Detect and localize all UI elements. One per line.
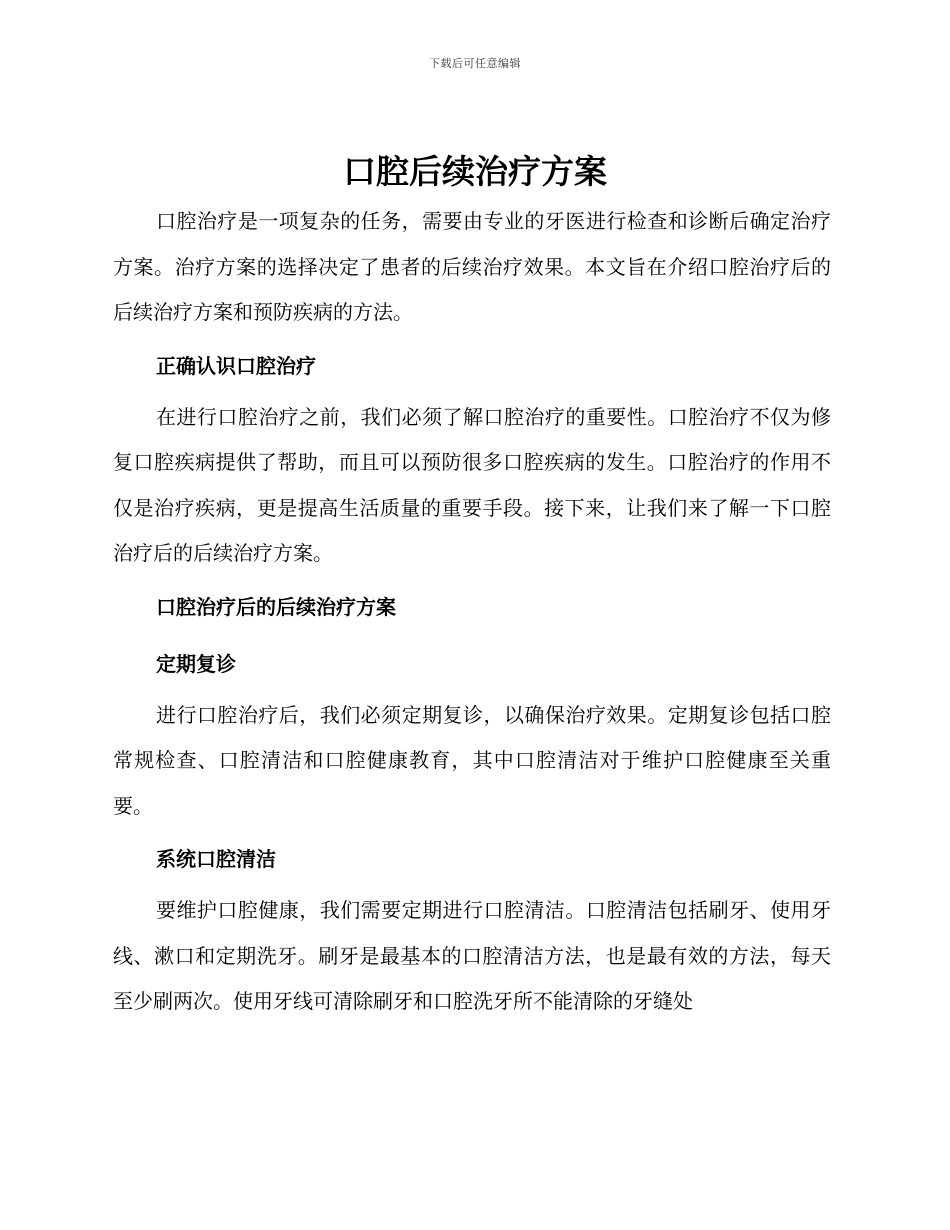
section-heading-understanding: 正确认识口腔治疗 [156,353,316,378]
section-heading-followup-plan: 口腔治疗后的后续治疗方案 [156,594,396,619]
document-body [113,199,831,1025]
header-note: 下载后可任意编辑 [429,57,521,70]
subsection-heading-regular-checkup: 定期复诊 [156,651,236,676]
intro-paragraph: 口腔治疗是一项复杂的任务，需要由专业的牙医进行检查和诊断后确定治疗方案。治疗方案的选择决定了患者的后续治疗效果。本文旨在介绍口腔治疗后的后续治疗方案和预防疾病的方法。 [113,209,831,324]
paragraph-regular-checkup: 进行口腔治疗后，我们必须定期复诊，以确保治疗效果。定期复诊包括口腔常规检查、口腔清洁和口腔健康教育，其中口腔清洁对于维护口腔健康至关重要。 [113,702,831,818]
document-title: 口腔后续治疗方案 [343,152,607,191]
subsection-heading-oral-cleaning: 系统口腔清洁 [156,847,276,871]
paragraph-oral-cleaning: 要维护口腔健康，我们需要定期进行口腔清洁。口腔清洁包括刷牙、使用牙线、漱口和定期洗牙。刷牙是最基本的口腔清洁方法，也是最有效的方法，每天至少刷两次。使用牙线可清除刷牙和口腔洗牙所不能清除的牙缝处 [113,898,831,1013]
paragraph-understanding: 在进行口腔治疗之前，我们必须了解口腔治疗的重要性。口腔治疗不仅为修复口腔疾病提供了帮助，而且可以预防很多口腔疾病的发生。口腔治疗的作用不仅是治疗疾病，更是提高生活质量的重要手段。接下来，让我们来了解一下口腔治疗后的后续治疗方案。 [113,404,831,565]
